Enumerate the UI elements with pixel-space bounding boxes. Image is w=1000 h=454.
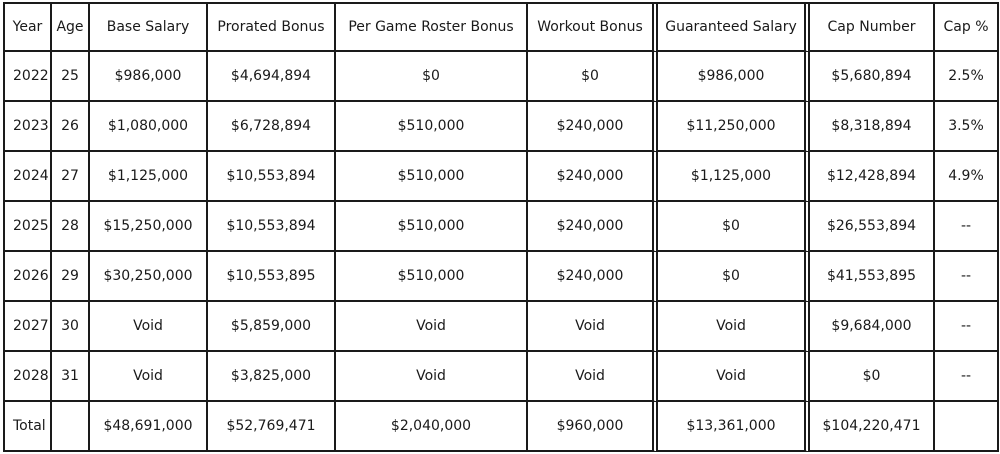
cell-cap-pct: 4.9% (935, 152, 999, 202)
cell-base-salary: $1,125,000 (90, 152, 208, 202)
table-row (5, 302, 999, 352)
header-cap-pct: Cap % (935, 4, 999, 52)
cell-cap-pct: -- (935, 202, 999, 252)
cell-cap-pct: -- (935, 302, 999, 352)
cell-cap-pct: 3.5% (935, 102, 999, 152)
cell-base-salary: Void (90, 302, 208, 352)
total-row (5, 402, 999, 452)
cell-per-game-roster-bonus: $0 (336, 52, 528, 102)
cell-year: 2023 (5, 102, 52, 152)
cell-cap-number: $12,428,894 (810, 152, 935, 202)
cell-per-game-roster-bonus: $510,000 (336, 102, 528, 152)
cell-cap-number: $26,553,894 (810, 202, 935, 252)
cell-base-salary: $15,250,000 (90, 202, 208, 252)
total-cap-pct (935, 402, 999, 452)
header-prorated-bonus: Prorated Bonus (208, 4, 336, 52)
cell-year: 2028 (5, 352, 52, 402)
header-per-game-roster-bonus: Per Game Roster Bonus (336, 4, 528, 52)
cell-guaranteed-salary: $1,125,000 (658, 152, 810, 202)
cell-guaranteed-salary: Void (658, 352, 810, 402)
cell-workout-bonus: $240,000 (528, 202, 658, 252)
cell-year: 2027 (5, 302, 52, 352)
cell-age: 25 (52, 52, 90, 102)
total-label: Total (5, 402, 52, 452)
total-per-game-roster-bonus: $2,040,000 (336, 402, 528, 452)
cell-cap-number: $41,553,895 (810, 252, 935, 302)
header-age: Age (52, 4, 90, 52)
cell-workout-bonus: $240,000 (528, 102, 658, 152)
cell-age: 29 (52, 252, 90, 302)
cell-cap-number: $9,684,000 (810, 302, 935, 352)
cell-guaranteed-salary: $0 (658, 202, 810, 252)
cell-age: 31 (52, 352, 90, 402)
cell-per-game-roster-bonus: $510,000 (336, 152, 528, 202)
cell-per-game-roster-bonus: Void (336, 302, 528, 352)
cell-prorated-bonus: $10,553,895 (208, 252, 336, 302)
cell-prorated-bonus: $5,859,000 (208, 302, 336, 352)
total-age (52, 402, 90, 452)
header-row (5, 4, 999, 52)
cell-cap-pct: -- (935, 252, 999, 302)
table-row (5, 352, 999, 402)
cell-base-salary: $30,250,000 (90, 252, 208, 302)
cell-year: 2026 (5, 252, 52, 302)
cell-year: 2024 (5, 152, 52, 202)
cell-prorated-bonus: $3,825,000 (208, 352, 336, 402)
cell-prorated-bonus: $6,728,894 (208, 102, 336, 152)
header-guaranteed-salary: Guaranteed Salary (658, 4, 810, 52)
header-cap-number: Cap Number (810, 4, 935, 52)
cell-year: 2025 (5, 202, 52, 252)
total-workout-bonus: $960,000 (528, 402, 658, 452)
cell-per-game-roster-bonus: $510,000 (336, 252, 528, 302)
cell-base-salary: $986,000 (90, 52, 208, 102)
cell-guaranteed-salary: $11,250,000 (658, 102, 810, 152)
contract-table (3, 2, 999, 452)
cell-per-game-roster-bonus: $510,000 (336, 202, 528, 252)
cell-guaranteed-salary: $0 (658, 252, 810, 302)
cell-guaranteed-salary: $986,000 (658, 52, 810, 102)
cell-workout-bonus: $240,000 (528, 152, 658, 202)
cell-workout-bonus: $240,000 (528, 252, 658, 302)
cell-workout-bonus: Void (528, 352, 658, 402)
cell-guaranteed-salary: Void (658, 302, 810, 352)
cell-base-salary: Void (90, 352, 208, 402)
header-year: Year (5, 4, 52, 52)
cell-workout-bonus: Void (528, 302, 658, 352)
cell-age: 27 (52, 152, 90, 202)
cell-cap-pct: -- (935, 352, 999, 402)
cell-cap-pct: 2.5% (935, 52, 999, 102)
total-base-salary: $48,691,000 (90, 402, 208, 452)
total-cap-number: $104,220,471 (810, 402, 935, 452)
cell-prorated-bonus: $10,553,894 (208, 152, 336, 202)
table-row (5, 252, 999, 302)
cell-age: 28 (52, 202, 90, 252)
cell-age: 26 (52, 102, 90, 152)
table-row (5, 202, 999, 252)
cell-cap-number: $5,680,894 (810, 52, 935, 102)
total-guaranteed-salary: $13,361,000 (658, 402, 810, 452)
cell-prorated-bonus: $10,553,894 (208, 202, 336, 252)
table-row (5, 102, 999, 152)
cell-prorated-bonus: $4,694,894 (208, 52, 336, 102)
cell-cap-number: $0 (810, 352, 935, 402)
cell-age: 30 (52, 302, 90, 352)
table-row (5, 52, 999, 102)
header-workout-bonus: Workout Bonus (528, 4, 658, 52)
header-base-salary: Base Salary (90, 4, 208, 52)
cell-base-salary: $1,080,000 (90, 102, 208, 152)
cell-per-game-roster-bonus: Void (336, 352, 528, 402)
table-row (5, 152, 999, 202)
cell-year: 2022 (5, 52, 52, 102)
cell-cap-number: $8,318,894 (810, 102, 935, 152)
cell-workout-bonus: $0 (528, 52, 658, 102)
total-prorated-bonus: $52,769,471 (208, 402, 336, 452)
